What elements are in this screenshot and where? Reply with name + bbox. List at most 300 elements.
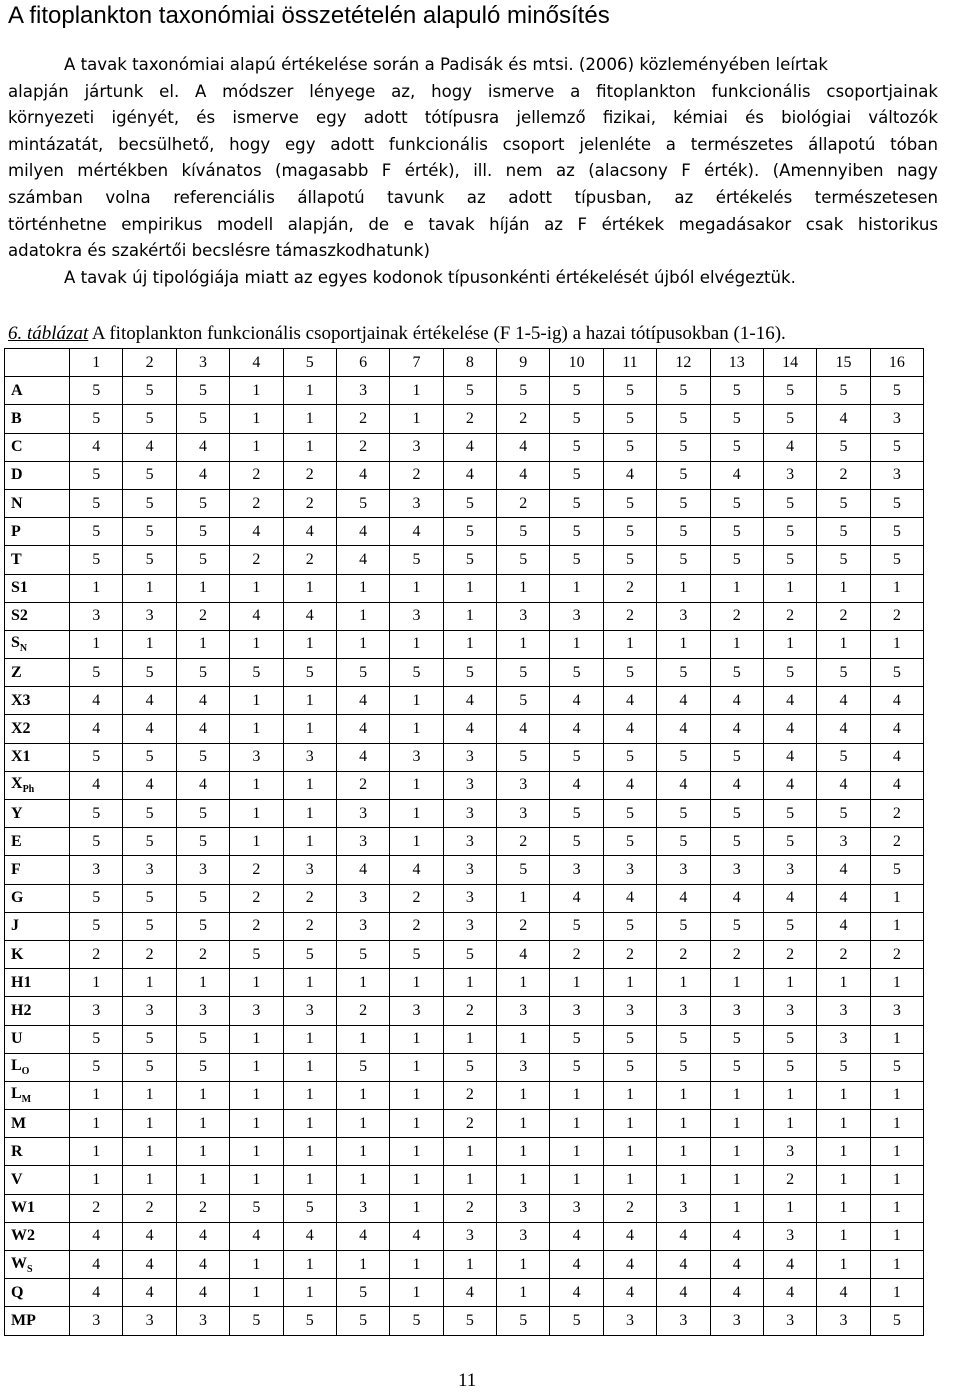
table-cell: 1 (390, 969, 443, 997)
table-row (5, 405, 924, 433)
table-cell: 1 (230, 800, 283, 828)
column-header: 11 (603, 349, 656, 377)
table-body (5, 377, 924, 1335)
page-number: 11 (458, 1370, 477, 1391)
intro-line: milyen mértékben kívánatos (magasabb F érték), ill. nem az (alacsony F érték). (Amennyiben nagy (8, 161, 938, 181)
table-cell: 5 (657, 405, 710, 433)
table-cell: 5 (176, 1053, 229, 1081)
table-cell: 3 (870, 997, 923, 1025)
table-cell: 2 (123, 1194, 176, 1222)
table-caption-number: 6. táblázat (8, 323, 89, 344)
table-cell: 1 (550, 1081, 603, 1109)
table-cell: 5 (550, 1025, 603, 1053)
row-label (5, 433, 70, 461)
intro-line: A tavak taxonómiai alapú értékelése során a Padisák és mtsi. (2006) közleményében leírtak (64, 55, 829, 74)
table-cell: 4 (817, 715, 870, 743)
table-cell: 4 (603, 1251, 656, 1279)
row-label-text: A (11, 381, 23, 399)
table-cell: 1 (336, 574, 389, 602)
column-header: 3 (176, 349, 229, 377)
table-row (5, 1194, 924, 1222)
table-cell: 1 (283, 1110, 336, 1138)
row-label-text: R (11, 1142, 23, 1160)
table-cell: 3 (336, 1194, 389, 1222)
table-cell: 4 (710, 687, 763, 715)
table-cell: 5 (230, 1194, 283, 1222)
table-cell: 1 (497, 1025, 550, 1053)
table-cell: 1 (870, 1279, 923, 1307)
table-cell: 3 (710, 1307, 763, 1335)
table-cell: 4 (390, 856, 443, 884)
table-cell: 1 (870, 1222, 923, 1250)
table-cell: 1 (176, 630, 229, 658)
table-cell: 1 (603, 1166, 656, 1194)
table-cell: 4 (870, 743, 923, 771)
table-cell: 4 (70, 1251, 123, 1279)
table-cell: 5 (123, 377, 176, 405)
table-cell: 2 (176, 602, 229, 630)
table-cell: 3 (70, 997, 123, 1025)
row-label (5, 405, 70, 433)
column-header: 4 (230, 349, 283, 377)
table-cell: 5 (817, 489, 870, 517)
table-cell: 2 (603, 940, 656, 968)
table-cell: 3 (817, 1307, 870, 1335)
row-label-text: Z (11, 663, 22, 681)
table-cell: 3 (283, 856, 336, 884)
table-cell: 4 (336, 546, 389, 574)
table-row (5, 771, 924, 799)
table-cell: 4 (123, 715, 176, 743)
table-cell: 5 (603, 546, 656, 574)
table-cell: 1 (390, 771, 443, 799)
table-cell: 1 (230, 433, 283, 461)
table-cell: 5 (283, 940, 336, 968)
table-cell: 5 (817, 1053, 870, 1081)
table-cell: 3 (657, 997, 710, 1025)
row-label-text: V (11, 1171, 23, 1189)
row-label-text: U (11, 1030, 23, 1048)
table-cell: 1 (550, 630, 603, 658)
table-cell: 3 (443, 800, 496, 828)
table-cell: 3 (870, 461, 923, 489)
table-row (5, 912, 924, 940)
row-label-text: MP (11, 1311, 36, 1329)
table-cell: 5 (603, 743, 656, 771)
table-cell: 5 (710, 489, 763, 517)
table-cell: 2 (336, 433, 389, 461)
table-cell: 4 (603, 771, 656, 799)
table-cell: 3 (390, 433, 443, 461)
column-header: 10 (550, 349, 603, 377)
table-cell: 3 (283, 997, 336, 1025)
table-cell: 4 (817, 856, 870, 884)
table-cell: 1 (390, 1194, 443, 1222)
table-cell: 4 (817, 1279, 870, 1307)
table-cell: 4 (176, 1251, 229, 1279)
table-cell: 5 (603, 405, 656, 433)
table-cell: 3 (817, 997, 870, 1025)
table-cell: 1 (336, 969, 389, 997)
table-cell: 3 (550, 856, 603, 884)
table-cell: 4 (230, 1222, 283, 1250)
table-cell: 4 (336, 461, 389, 489)
table-cell: 1 (817, 1138, 870, 1166)
row-label (5, 1166, 70, 1194)
table-cell: 3 (123, 602, 176, 630)
table-cell: 1 (710, 1110, 763, 1138)
table-cell: 5 (657, 461, 710, 489)
table-cell: 2 (657, 940, 710, 968)
table-cell: 1 (817, 1251, 870, 1279)
table-cell: 4 (443, 461, 496, 489)
table-cell: 5 (763, 518, 816, 546)
table-cell: 5 (763, 1053, 816, 1081)
table-cell: 3 (443, 828, 496, 856)
table-cell: 1 (657, 1110, 710, 1138)
table-cell: 1 (390, 1166, 443, 1194)
table-cell: 4 (657, 1279, 710, 1307)
table-cell: 4 (763, 715, 816, 743)
table-cell: 1 (710, 1166, 763, 1194)
table-cell: 1 (283, 771, 336, 799)
table-cell: 5 (550, 546, 603, 574)
table-cell: 4 (123, 433, 176, 461)
table-cell: 4 (123, 1279, 176, 1307)
table-row (5, 687, 924, 715)
row-label (5, 884, 70, 912)
row-label (5, 1194, 70, 1222)
table-cell: 5 (123, 489, 176, 517)
table-cell: 5 (176, 546, 229, 574)
table-row (5, 1222, 924, 1250)
table-cell: 4 (657, 715, 710, 743)
table-cell: 5 (710, 433, 763, 461)
row-label-text: N (11, 494, 23, 512)
table-cell: 1 (870, 884, 923, 912)
table-cell: 2 (817, 461, 870, 489)
table-cell: 2 (336, 997, 389, 1025)
table-cell: 4 (70, 715, 123, 743)
column-header: 8 (443, 349, 496, 377)
table-corner-cell (5, 349, 70, 377)
table-cell: 1 (176, 969, 229, 997)
table-cell: 1 (817, 969, 870, 997)
row-label-subscript: O (21, 1066, 30, 1078)
table-cell: 5 (870, 377, 923, 405)
table-cell: 4 (817, 912, 870, 940)
row-label (5, 1053, 70, 1081)
table-cell: 5 (70, 828, 123, 856)
table-cell: 3 (763, 1138, 816, 1166)
table-cell: 3 (283, 743, 336, 771)
table-cell: 1 (70, 1166, 123, 1194)
table-cell: 4 (603, 687, 656, 715)
table-row (5, 546, 924, 574)
table-cell: 1 (283, 377, 336, 405)
table-cell: 1 (763, 1081, 816, 1109)
table-cell: 4 (763, 433, 816, 461)
table-cell: 5 (603, 912, 656, 940)
row-label (5, 1138, 70, 1166)
table-cell: 5 (176, 743, 229, 771)
table-cell: 1 (870, 1081, 923, 1109)
table-cell: 5 (390, 1307, 443, 1335)
table-cell: 4 (550, 1279, 603, 1307)
row-label (5, 489, 70, 517)
row-label (5, 518, 70, 546)
table-cell: 1 (870, 1251, 923, 1279)
table-cell: 1 (443, 1251, 496, 1279)
row-label-subscript: Ph (22, 784, 35, 796)
table-cell: 1 (283, 1166, 336, 1194)
table-cell: 5 (443, 1307, 496, 1335)
table-cell: 4 (176, 1279, 229, 1307)
table-cell: 4 (710, 1222, 763, 1250)
table-cell: 1 (283, 1053, 336, 1081)
table-cell: 1 (283, 969, 336, 997)
table-cell: 5 (70, 800, 123, 828)
table-cell: 5 (710, 800, 763, 828)
table-cell: 5 (657, 659, 710, 687)
table-cell: 5 (603, 433, 656, 461)
table-cell: 1 (763, 1110, 816, 1138)
table-row (5, 856, 924, 884)
table-cell: 4 (870, 771, 923, 799)
table-cell: 1 (283, 405, 336, 433)
table-cell: 4 (710, 884, 763, 912)
table-cell: 5 (550, 433, 603, 461)
row-label-text: H1 (11, 973, 32, 991)
table-cell: 4 (497, 461, 550, 489)
table-cell: 3 (763, 1222, 816, 1250)
table-row (5, 377, 924, 405)
table-cell: 1 (283, 687, 336, 715)
table-cell: 1 (70, 1110, 123, 1138)
table-cell: 4 (443, 433, 496, 461)
table-cell: 3 (710, 997, 763, 1025)
table-cell: 4 (336, 715, 389, 743)
table-cell: 4 (603, 461, 656, 489)
table-row (5, 1251, 924, 1279)
table-cell: 5 (497, 1307, 550, 1335)
table-cell: 3 (497, 997, 550, 1025)
table-cell: 1 (123, 630, 176, 658)
table-cell: 2 (817, 940, 870, 968)
table-cell: 3 (123, 997, 176, 1025)
intro-line: adatokra és szakértői becslésre támaszkodhatunk) (8, 241, 430, 261)
intro-line: környezeti igényét, és ismerve egy adott tótípusra jellemző fizikai, kémiai és biológiai változók (8, 108, 938, 128)
table-cell: 2 (390, 884, 443, 912)
table-cell: 5 (176, 518, 229, 546)
table-cell: 5 (443, 518, 496, 546)
row-label-text: S (11, 634, 20, 652)
table-cell: 1 (710, 1081, 763, 1109)
table-cell: 1 (70, 630, 123, 658)
column-header: 1 (70, 349, 123, 377)
table-cell: 4 (390, 1222, 443, 1250)
table-cell: 5 (123, 659, 176, 687)
table-cell: 5 (710, 1053, 763, 1081)
row-label (5, 1081, 70, 1109)
table-cell: 3 (443, 743, 496, 771)
table-cell: 5 (123, 912, 176, 940)
table-cell: 1 (283, 433, 336, 461)
table-cell: 1 (70, 1081, 123, 1109)
table-cell: 4 (70, 433, 123, 461)
row-label (5, 828, 70, 856)
table-cell: 5 (870, 489, 923, 517)
table-cell: 5 (70, 489, 123, 517)
table-cell: 3 (443, 856, 496, 884)
table-cell: 1 (230, 1279, 283, 1307)
table-cell: 1 (870, 969, 923, 997)
table-cell: 5 (123, 1053, 176, 1081)
table-row (5, 659, 924, 687)
table-cell: 1 (497, 969, 550, 997)
table-cell: 2 (443, 1081, 496, 1109)
table-cell: 4 (336, 743, 389, 771)
table-cell: 5 (123, 546, 176, 574)
table-cell: 5 (336, 1307, 389, 1335)
table-cell: 2 (230, 461, 283, 489)
table-cell: 1 (870, 1138, 923, 1166)
table-cell: 1 (657, 574, 710, 602)
row-label (5, 912, 70, 940)
row-label (5, 1222, 70, 1250)
table-cell: 4 (710, 715, 763, 743)
row-label-text: X1 (11, 748, 31, 766)
table-cell: 1 (230, 1053, 283, 1081)
row-label (5, 630, 70, 658)
table-cell: 1 (497, 1138, 550, 1166)
table-caption-text: A fitoplankton funkcionális csoportjainak értékelése (F 1-5-ig) a hazai tótípusokban (1-16). (88, 323, 786, 344)
row-label (5, 800, 70, 828)
row-label (5, 1251, 70, 1279)
table-cell: 1 (123, 574, 176, 602)
table-cell: 5 (550, 828, 603, 856)
table-cell: 4 (603, 884, 656, 912)
table-cell: 5 (443, 489, 496, 517)
table-cell: 4 (497, 940, 550, 968)
table-cell: 1 (390, 1138, 443, 1166)
column-header: 2 (123, 349, 176, 377)
table-cell: 5 (603, 489, 656, 517)
table-cell: 1 (283, 574, 336, 602)
table-cell: 4 (550, 1251, 603, 1279)
table-cell: 1 (230, 1081, 283, 1109)
table-cell: 5 (710, 1025, 763, 1053)
table-cell: 5 (603, 1053, 656, 1081)
table-cell: 5 (70, 1053, 123, 1081)
table-cell: 1 (70, 574, 123, 602)
row-label (5, 969, 70, 997)
table-cell: 5 (336, 1279, 389, 1307)
table-cell: 3 (336, 912, 389, 940)
table-cell: 5 (70, 377, 123, 405)
table-cell: 1 (870, 1194, 923, 1222)
column-header: 14 (763, 349, 816, 377)
table-cell: 5 (763, 800, 816, 828)
table-row (5, 743, 924, 771)
table-cell: 1 (336, 1081, 389, 1109)
table-cell: 5 (603, 828, 656, 856)
table-cell: 5 (763, 659, 816, 687)
table-cell: 4 (817, 771, 870, 799)
table-cell: 5 (870, 1307, 923, 1335)
table-cell: 1 (603, 969, 656, 997)
table-cell: 4 (657, 1222, 710, 1250)
row-label-text: Q (11, 1283, 24, 1301)
table-cell: 2 (230, 912, 283, 940)
table-cell: 3 (70, 1307, 123, 1335)
table-cell: 4 (550, 771, 603, 799)
table-cell: 5 (870, 659, 923, 687)
table-cell: 2 (443, 997, 496, 1025)
row-label-text: W2 (11, 1227, 35, 1245)
table-cell: 5 (443, 1053, 496, 1081)
table-cell: 3 (657, 602, 710, 630)
table-header-row (5, 349, 924, 377)
table-cell: 2 (870, 602, 923, 630)
table-cell: 1 (710, 969, 763, 997)
table-row (5, 1025, 924, 1053)
table-cell: 2 (283, 489, 336, 517)
table-cell: 2 (176, 940, 229, 968)
table-row (5, 461, 924, 489)
table-cell: 5 (550, 1053, 603, 1081)
table-cell: 1 (657, 630, 710, 658)
intro-line: történhetne empirikus modell alapján, de e tavak híján az F értékek megadásakor csak historikus (8, 214, 938, 234)
table-cell: 5 (123, 743, 176, 771)
table-cell: 5 (123, 518, 176, 546)
row-label-text: D (11, 466, 23, 484)
table-row (5, 489, 924, 517)
table-cell: 1 (230, 969, 283, 997)
table-cell: 5 (870, 518, 923, 546)
table-cell: 1 (497, 1279, 550, 1307)
table-cell: 3 (443, 884, 496, 912)
row-label-text: P (11, 522, 21, 540)
column-header: 7 (390, 349, 443, 377)
table-cell: 3 (603, 1307, 656, 1335)
table-cell: 5 (657, 1025, 710, 1053)
table-row (5, 884, 924, 912)
table-cell: 4 (176, 461, 229, 489)
row-label-text: B (11, 409, 22, 427)
table-cell: 1 (817, 1110, 870, 1138)
row-label (5, 771, 70, 799)
table-cell: 5 (657, 1053, 710, 1081)
table-cell: 5 (817, 743, 870, 771)
table-cell: 2 (336, 405, 389, 433)
table-cell: 4 (763, 1251, 816, 1279)
table-cell: 5 (123, 800, 176, 828)
row-label-text: H2 (11, 1001, 32, 1019)
table-cell: 5 (710, 546, 763, 574)
table-cell: 1 (390, 630, 443, 658)
table-cell: 5 (176, 800, 229, 828)
table-cell: 1 (176, 1081, 229, 1109)
row-label-text: C (11, 438, 23, 456)
table-cell: 2 (123, 940, 176, 968)
table-cell: 5 (550, 489, 603, 517)
table-cell: 4 (123, 1222, 176, 1250)
table-cell: 5 (176, 1025, 229, 1053)
table-cell: 4 (70, 1222, 123, 1250)
table-cell: 3 (603, 856, 656, 884)
table-cell: 1 (550, 1110, 603, 1138)
